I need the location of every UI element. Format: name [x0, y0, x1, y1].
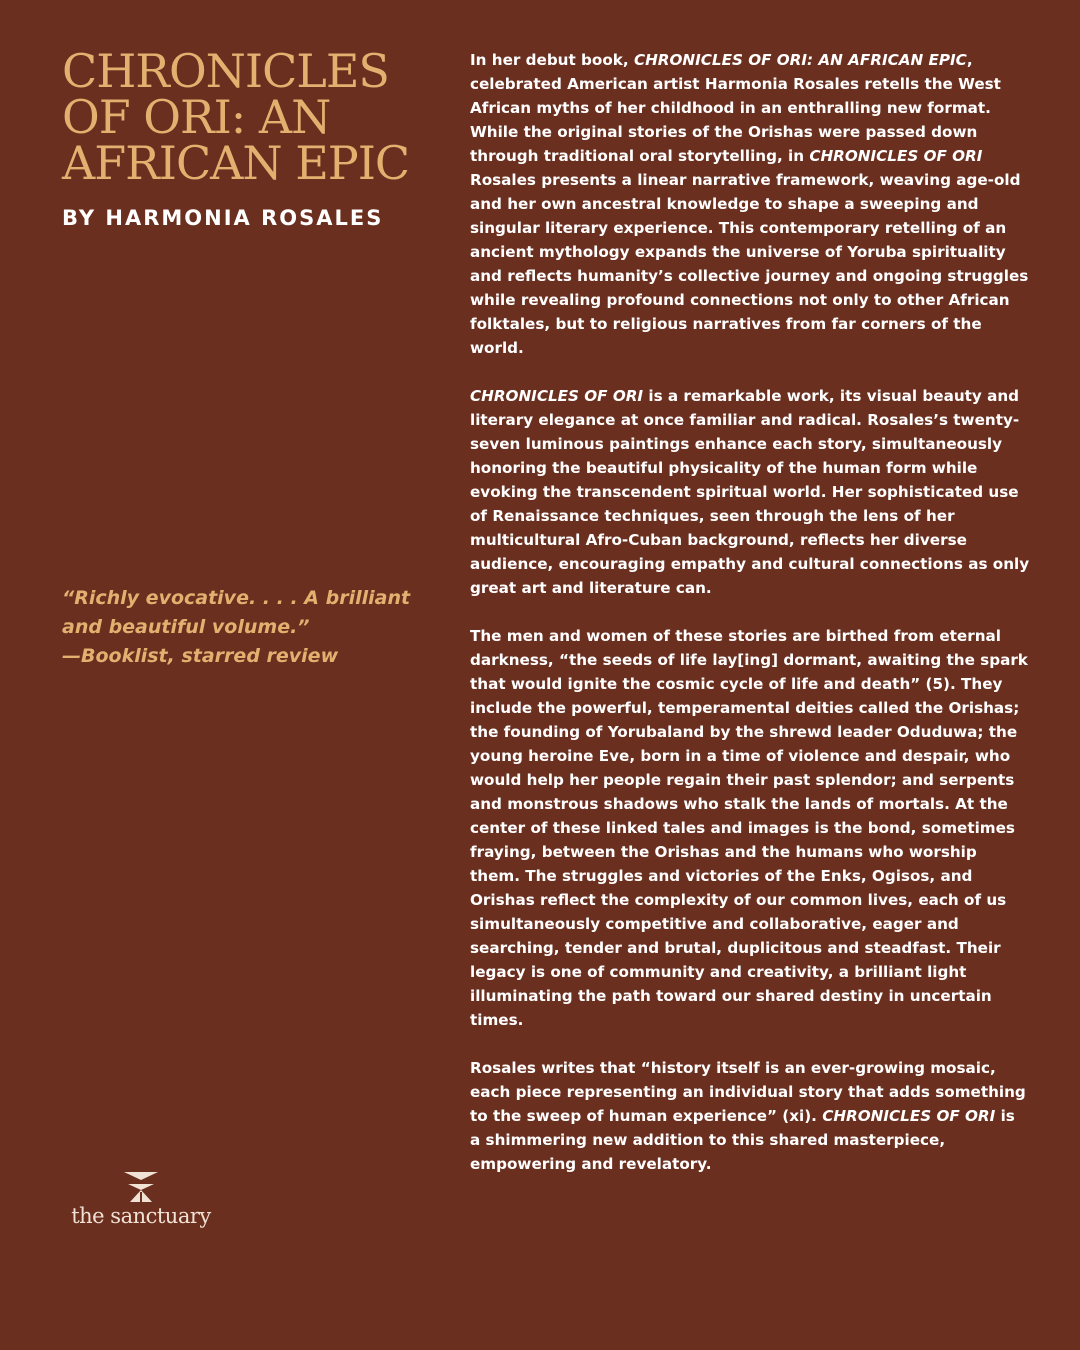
- quote-line: and beautiful volume.”: [62, 616, 310, 638]
- quote-line: “Richly evocative. . . . A brilliant: [62, 587, 411, 609]
- sanctuary-logo: [66, 1172, 216, 1228]
- title-block: [62, 44, 432, 230]
- description-paragraph: [470, 48, 1030, 360]
- description-paragraph: [470, 624, 1030, 1032]
- sanctuary-logo-icon: [124, 1172, 158, 1202]
- logo-wordmark: the sanctuary: [71, 1204, 211, 1228]
- book-title-line: AFRICAN EPIC: [62, 136, 410, 190]
- paragraph-text: Rosales presents a linear narrative framework, weaving age-old and her own ancestral knowledge to shape a sweeping and singular literary experience. This contemporary retelling of an ancient mythology expands the universe of Yoruba spirituality and reflects humanity’s collective journey and ongoing struggles while revealing profound connections not only to other African folktales, but to religious narratives from far corners of the world.: [470, 171, 1029, 357]
- review-quote: [62, 584, 442, 671]
- paragraph-text: is a remarkable work, its visual beauty and literary elegance at once familiar and radical. Rosales’s twenty-seven luminous paintings enhance each story, simultaneously honoring the beautiful physicality of the human form while evoking the transcendent spiritual world. Her sophisticated use of Renaissance techniques, seen through the lens of her multicultural Afro-Cuban background, reflects her diverse audience, encouraging empathy and cultural connections as only great art and literature can.: [470, 387, 1030, 597]
- paragraph-text: The men and women of these stories are birthed from eternal darkness, “the seeds of life lay[ing] dormant, awaiting the spark that would ignite the cosmic cycle of life and death” (5). They include the powerful, temperamental deities called the Orishas; the founding of Yorubaland by the shrewd leader Oduduwa; the young heroine Eve, born in a time of violence and despair, who would help her people regain their past splendor; and serpents and monstrous shadows who stalk the lands of mortals. At the center of these linked tales and images is the bond, sometimes fraying, between the Orishas and the humans who worship them. The struggles and victories of the Enks, Ogisos, and Orishas reflect the complexity of our common lives, each of us simultaneously competitive and collaborative, eager and searching, tender and brutal, duplicitous and steadfast. Their legacy is one of community and creativity, a brilliant light illuminating the path toward our shared destiny in uncertain times.: [470, 627, 1028, 1029]
- description-paragraph: [470, 1056, 1030, 1176]
- paragraph-text: Rosales writes that “history itself is an ever-growing mosaic, each piece representing an individual story that adds something to the sweep of human experience” (xi).: [470, 1059, 1026, 1125]
- book-title-reference: CHRONICLES OF ORI: AN AFRICAN EPIC: [633, 51, 967, 69]
- book-title: [62, 44, 432, 190]
- author-byline: BY HARMONIA ROSALES: [62, 206, 384, 230]
- paragraph-text: is a shimmering new addition to this shared masterpiece, empowering and revelatory.: [470, 1107, 1015, 1173]
- paragraph-text: , celebrated American artist Harmonia Rosales retells the West African myths of her childhood in an enthralling new format. While the original stories of the Orishas were passed down through traditional oral storytelling, in: [470, 51, 1001, 165]
- description-paragraph: [470, 384, 1030, 600]
- description-body: [470, 48, 1030, 1200]
- book-title-line: CHRONICLES: [62, 44, 389, 98]
- book-title-reference: CHRONICLES OF ORI: [822, 1107, 996, 1125]
- paragraph-text: In her debut book,: [470, 51, 634, 69]
- book-title-reference: CHRONICLES OF ORI: [470, 387, 644, 405]
- book-title-reference: CHRONICLES OF ORI: [809, 147, 983, 165]
- quote-attribution: —Booklist, starred review: [62, 645, 339, 667]
- book-title-line: OF ORI: AN: [62, 90, 331, 144]
